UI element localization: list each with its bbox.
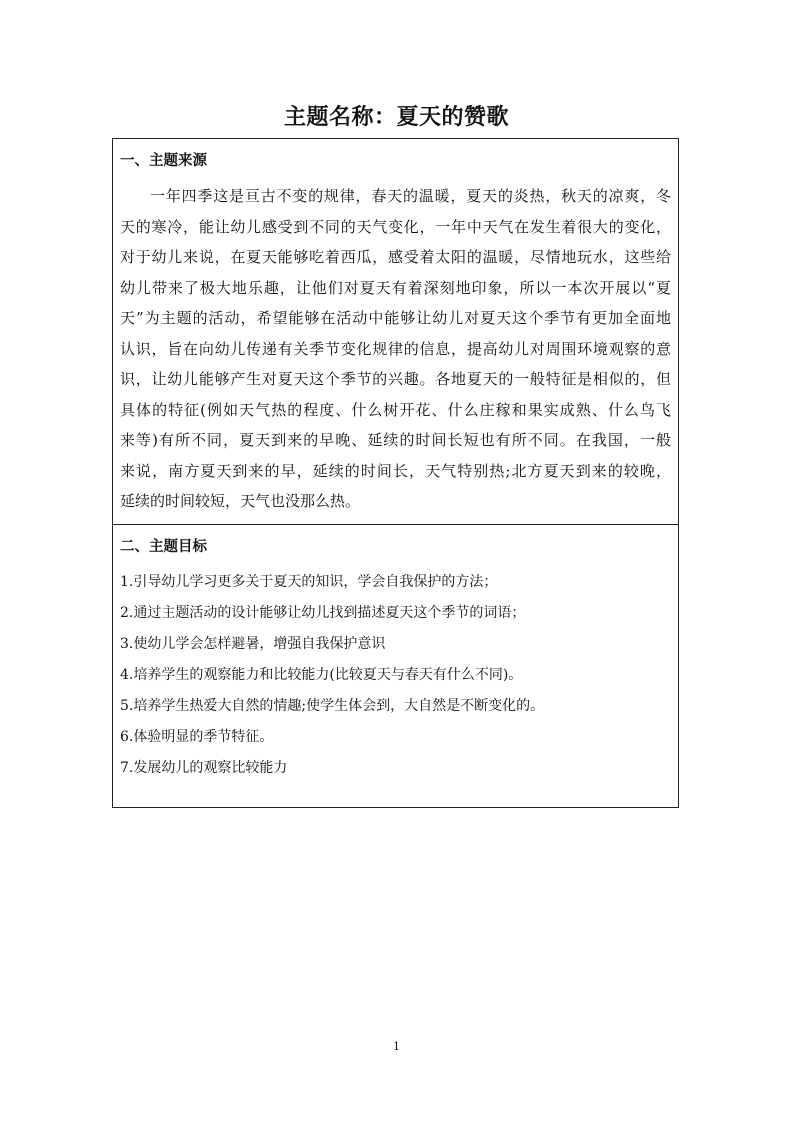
goal-item: 5.培养学生热爱大自然的情趣;使学生体会到，大自然是不断变化的。 xyxy=(120,698,545,714)
goal-item: 1.引导幼儿学习更多关于夏天的知识，学会自我保护的方法； xyxy=(120,574,498,590)
source-line: 认识，旨在向幼儿传递有关季节变化规律的信息，提高幼儿对周围环境观察的意 xyxy=(120,339,671,358)
source-line: 天”为主题的活动，希望能够在活动中能够让幼儿对夏天这个季节有更加全面地 xyxy=(120,309,671,327)
source-line: 延续的时间较短，天气也没那么热。 xyxy=(120,492,361,510)
goals-heading: 二、主题目标 xyxy=(120,539,207,555)
goal-item: 7.发展幼儿的观察比较能力 xyxy=(120,760,288,776)
source-line: 幼儿带来了极大地乐趣，让他们对夏天有着深刻地印象，所以一本次开展以“夏 xyxy=(120,278,671,297)
source-line: 对于幼儿来说，在夏天能够吃着西瓜，感受着太阳的温暖，尽情地玩水，这些给 xyxy=(120,248,671,266)
source-line: 具体的特征(例如天气热的程度、什么树开花、什么庄稼和果实成熟、什么鸟飞 xyxy=(120,400,671,419)
theme-table xyxy=(112,138,679,808)
section-divider xyxy=(113,524,678,525)
source-line: 识，让幼儿能够产生对夏天这个季节的兴趣。各地夏天的一般特征是相似的，但 xyxy=(120,370,671,388)
source-line: 来说，南方夏天到来的早，延续的时间长，天气特别热;北方夏天到来的较晚， xyxy=(120,461,671,480)
source-line: 来等)有所不同，夏天到来的早晚、延续的时间长短也有所不同。在我国，一般 xyxy=(120,431,671,449)
goals-list xyxy=(120,567,671,784)
page-number: 1 xyxy=(393,1040,400,1053)
source-heading: 一、主题来源 xyxy=(120,153,207,169)
source-line: 天的寒冷，能让幼儿感受到不同的天气变化，一年中天气在发生着很大的变化， xyxy=(120,217,671,236)
source-line: 一年四季这是亘古不变的规律，春天的温暖，夏天的炎热，秋天的凉爽，冬 xyxy=(150,187,671,205)
goal-item: 4.培养学生的观察能力和比较能力(比较夏天与春天有什么不同)。 xyxy=(120,667,523,683)
goal-item: 2.通过主题活动的设计能够让幼儿找到描述夏天这个季节的词语； xyxy=(120,605,526,621)
goal-item: 3.使幼儿学会怎样避暑，增强自我保护意识 xyxy=(120,636,386,652)
goal-item: 6.体验明显的季节特征。 xyxy=(120,729,274,745)
document-title: 主题名称：夏天的赞歌 xyxy=(283,105,509,130)
source-paragraph xyxy=(120,181,671,517)
